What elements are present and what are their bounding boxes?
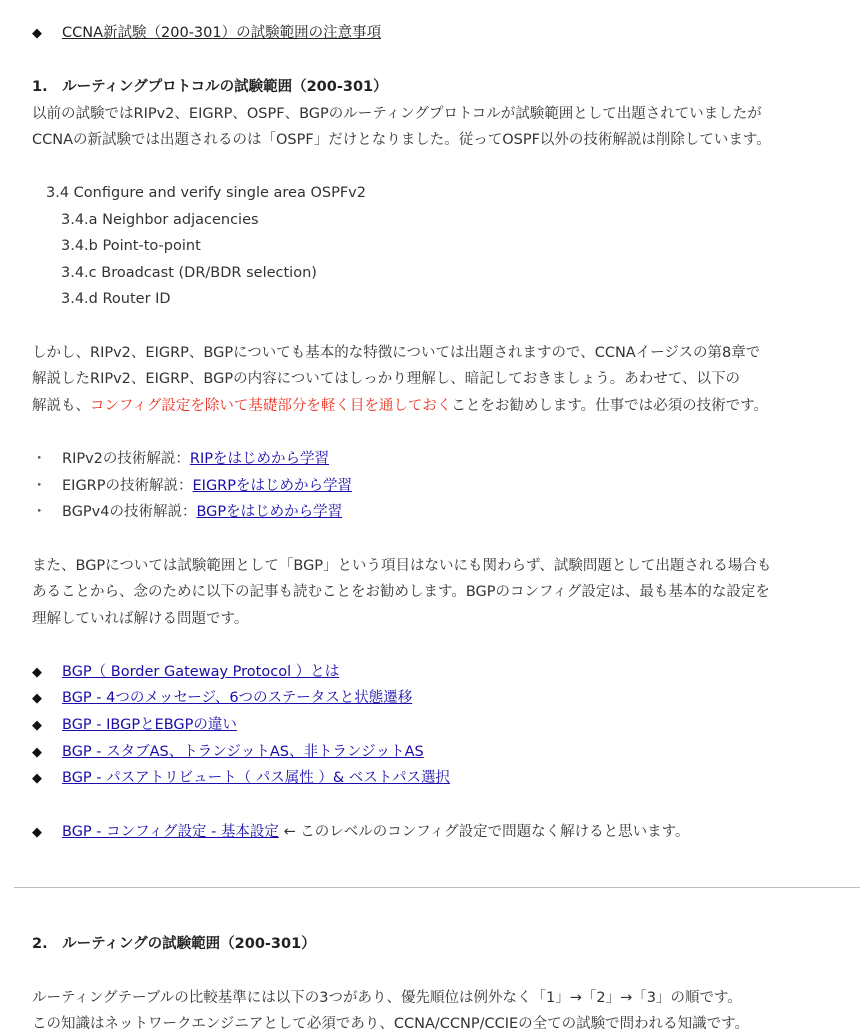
bullet-icon: ・ — [32, 451, 47, 467]
bullet-label: EIGRPの技術解説： — [62, 478, 193, 494]
para3-line2: あることから、念のために以下の記事も読むことをお勧めします。BGPのコンフィグ設定は、最も基本的な設定を — [32, 584, 770, 600]
para2-line3-post: ことをお勧めします。仕事では必須の技術です。 — [451, 398, 769, 414]
scope-item: 3.4.b Point-to-point — [61, 238, 201, 254]
divider — [14, 887, 860, 888]
para2-line3 — [32, 396, 768, 416]
scope-item: 3.4 Configure and verify single area OSPFv2 — [46, 185, 366, 201]
list-item — [32, 822, 689, 843]
bgp-config-link[interactable]: BGP - コンフィグ設定 - 基本設定 — [62, 824, 279, 840]
top-link[interactable]: CCNA新試験（200-301）の試験範囲の注意事項 — [62, 25, 382, 41]
para3-line1: また、BGPについては試験範囲として「BGP」という項目はないにも関わらず、試験問題として出題される場合も — [32, 558, 772, 574]
diamond-icon: ◆ — [32, 771, 42, 786]
bullet-label: BGPv4の技術解説： — [62, 504, 197, 520]
bgp-article-link[interactable]: BGP - パスアトリビュート（ パス属性 ）& ベストパス選択 — [62, 770, 450, 786]
list-item — [32, 688, 412, 709]
list-item — [32, 476, 352, 496]
list-item — [32, 715, 237, 736]
bullet-icon: ・ — [32, 504, 47, 520]
para2-line3-pre: 解説も、 — [32, 398, 90, 414]
rip-link[interactable]: RIPをはじめから学習 — [189, 451, 330, 467]
diamond-icon: ◆ — [32, 26, 42, 41]
list-item — [32, 449, 329, 469]
eigrp-link[interactable]: EIGRPをはじめから学習 — [192, 478, 352, 494]
scope-item: 3.4.d Router ID — [61, 291, 171, 307]
section1-heading: 1. ルーティングプロトコルの試験範囲（200-301） — [32, 79, 388, 95]
highlight-text: コンフィグ設定を除いて基礎部分を軽く目を通しておく — [90, 398, 452, 414]
para2-line2: 解説したRIPv2、EIGRP、BGPの内容についてはしっかり理解し、暗記しておきましょう。あわせて、以下の — [32, 371, 740, 387]
bullet-icon: ・ — [32, 478, 47, 494]
para1-line2: CCNAの新試験では出題されるのは「OSPF」だけとなりました。従ってOSPF以外の技術解説は削除しています。 — [32, 132, 771, 148]
scope-item: 3.4.c Broadcast (DR/BDR selection) — [61, 265, 317, 281]
section2-line2: この知識はネットワークエンジニアとして必須であり、CCNA/CCNP/CCIEの全ての試験で問われる知識です。 — [32, 1016, 749, 1032]
para2-line1: しかし、RIPv2、EIGRP、BGPについても基本的な特徴については出題されますので、CCNAイージスの第8章で — [32, 345, 761, 361]
list-item — [32, 768, 450, 789]
para1-line1: 以前の試験ではRIPv2、EIGRP、OSPF、BGPのルーティングプロトコルが試験範囲として出題されていましたが — [32, 106, 762, 122]
diamond-icon: ◆ — [32, 665, 42, 680]
diamond-icon: ◆ — [32, 745, 42, 760]
bgp-article-link[interactable]: BGP（ Border Gateway Protocol ）とは — [62, 664, 340, 680]
bgp-article-link[interactable]: BGP - 4つのメッセージ、6つのステータスと状態遷移 — [62, 690, 413, 706]
bullet-label: RIPv2の技術解説： — [62, 451, 190, 467]
list-item — [32, 742, 424, 763]
config-note: ← このレベルのコンフィグ設定で問題なく解けると思います。 — [278, 824, 690, 840]
diamond-icon: ◆ — [32, 691, 42, 706]
list-item — [32, 502, 342, 522]
scope-item: 3.4.a Neighbor adjacencies — [61, 212, 259, 228]
bgp-article-link[interactable]: BGP - IBGPとEBGPの違い — [62, 717, 237, 733]
list-item — [32, 662, 339, 683]
diamond-icon: ◆ — [32, 718, 42, 733]
diamond-icon: ◆ — [32, 825, 42, 840]
top-link-row — [32, 23, 381, 44]
para3-line3: 理解していれば解ける問題です。 — [32, 611, 249, 627]
bgp-article-link[interactable]: BGP - スタブAS、トランジットAS、非トランジットAS — [62, 744, 424, 760]
bgp-link[interactable]: BGPをはじめから学習 — [196, 504, 343, 520]
section2-heading: 2. ルーティングの試験範囲（200-301） — [32, 936, 316, 952]
section2-line1: ルーティングテーブルの比較基準には以下の3つがあり、優先順位は例外なく「1」→「2」→「3」の順です。 — [32, 990, 742, 1006]
